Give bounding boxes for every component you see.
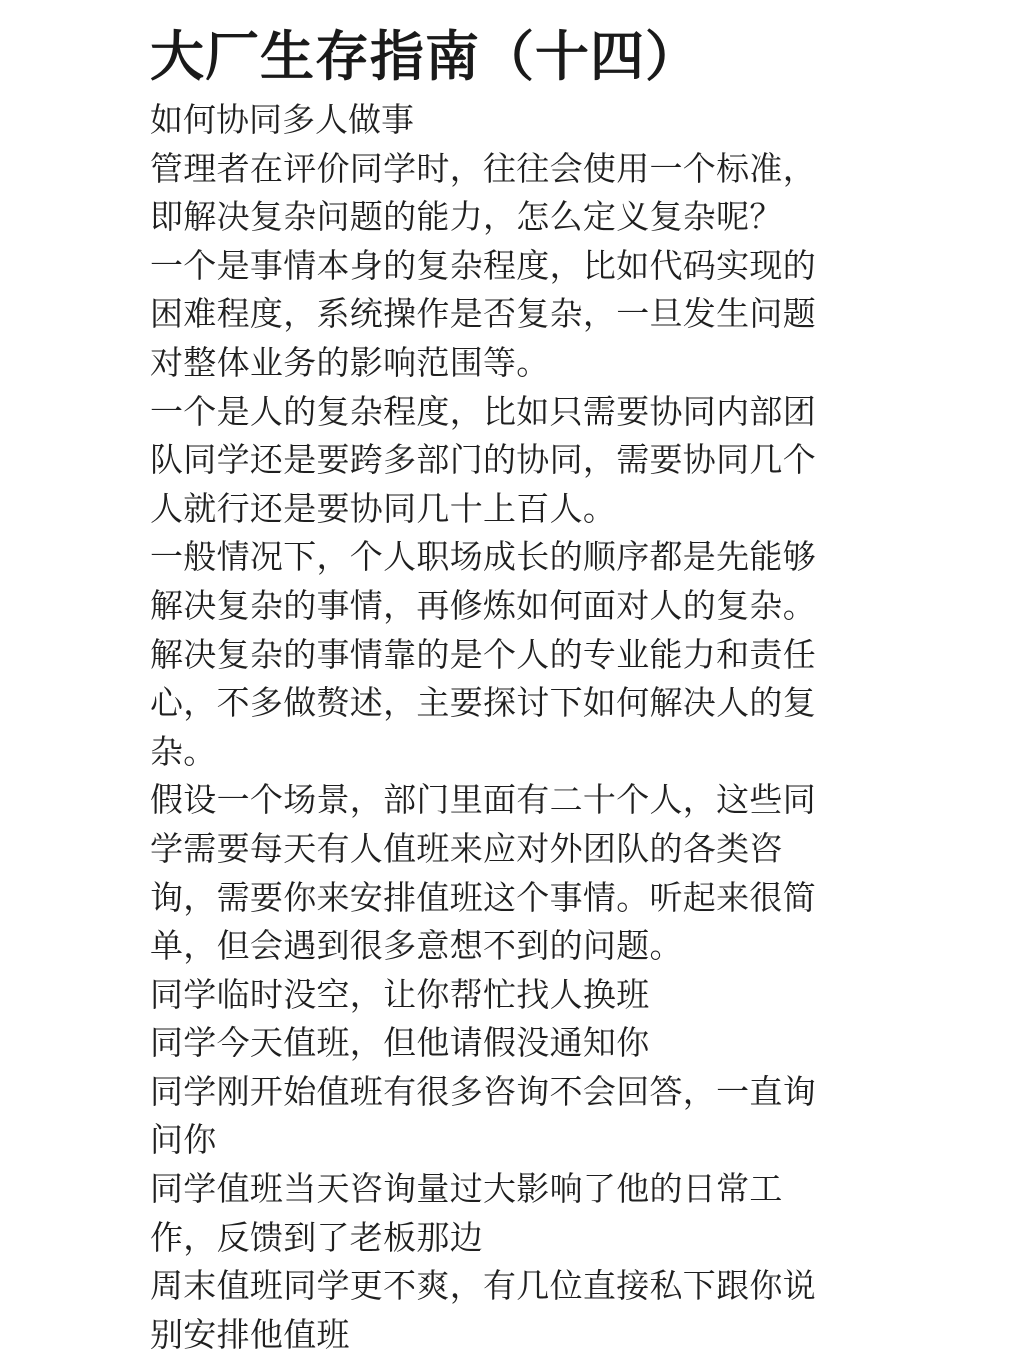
body-line: 心，不多做赘述，主要探讨下如何解决人的复 <box>150 683 816 723</box>
body-line: 对整体业务的影响范围等。 <box>150 342 550 382</box>
body-line: 别安排他值班 <box>150 1314 350 1354</box>
body-line: 即解决复杂问题的能力，怎么定义复杂呢？ <box>150 197 783 237</box>
body-line: 一个是事情本身的复杂程度，比如代码实现的 <box>150 245 816 285</box>
body-line: 同学刚开始值班有很多咨询不会回答，一直询 <box>150 1071 816 1111</box>
subtitle: 如何协同多人做事 <box>150 100 414 139</box>
page-title: 大厂生存指南（十四） <box>150 25 700 88</box>
body-line: 队同学还是要跨多部门的协同，需要协同几个 <box>150 440 816 480</box>
body-line: 周末值班同学更不爽，有几位直接私下跟你说 <box>150 1266 816 1306</box>
body-line: 解决复杂的事情靠的是个人的专业能力和责任 <box>150 634 816 674</box>
body-line: 询，需要你来安排值班这个事情。听起来很简 <box>150 877 816 917</box>
body-line: 假设一个场景，部门里面有二十个人，这些同 <box>150 780 816 820</box>
article-body <box>150 145 850 1360</box>
body-line: 一般情况下，个人职场成长的顺序都是先能够 <box>150 537 816 577</box>
body-line: 作，反馈到了老板那边 <box>150 1217 483 1257</box>
body-line: 同学值班当天咨询量过大影响了他的日常工 <box>150 1169 783 1209</box>
body-line: 同学临时没空，让你帮忙找人换班 <box>150 974 650 1014</box>
body-line: 困难程度，系统操作是否复杂，一旦发生问题 <box>150 294 816 334</box>
body-line: 解决复杂的事情，再修炼如何面对人的复杂。 <box>150 585 816 625</box>
body-line: 问你 <box>150 1120 217 1160</box>
body-line: 学需要每天有人值班来应对外团队的各类咨 <box>150 828 783 868</box>
body-line: 一个是人的复杂程度，比如只需要协同内部团 <box>150 391 816 431</box>
body-line: 同学今天值班，但他请假没通知你 <box>150 1023 650 1063</box>
article <box>150 18 850 1359</box>
body-line: 管理者在评价同学时，往往会使用一个标准， <box>150 148 816 188</box>
body-line: 单，但会遇到很多意想不到的问题。 <box>150 926 683 966</box>
body-line: 人就行还是要协同几十上百人。 <box>150 488 617 528</box>
body-line: 杂。 <box>150 731 217 771</box>
